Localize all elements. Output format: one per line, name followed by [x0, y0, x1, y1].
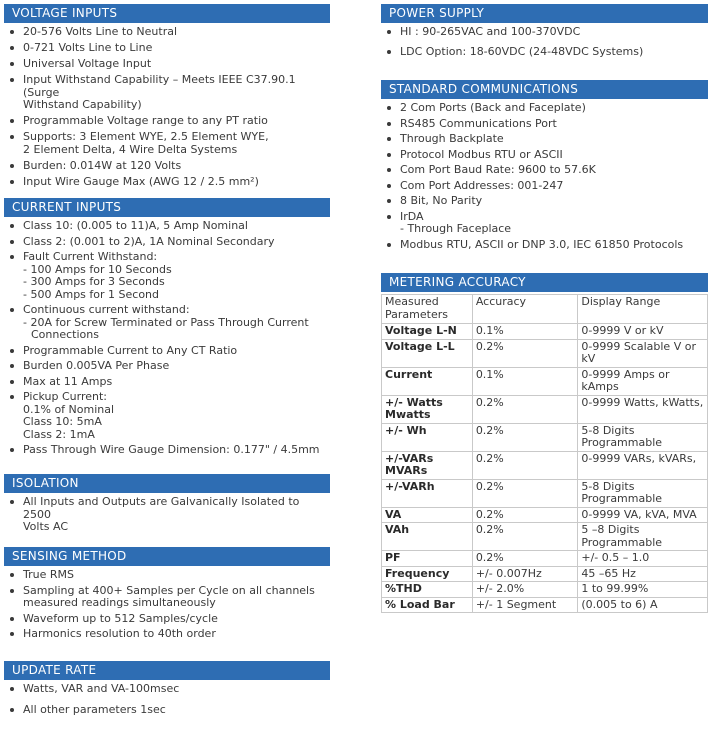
parameter-cell: +/-VARs MVARs [382, 451, 473, 479]
list-item [4, 236, 330, 249]
list-item [4, 220, 330, 233]
accuracy-cell: 0.2% [472, 395, 578, 423]
list-item [4, 613, 330, 626]
range-cell: 0-9999 V or kV [578, 324, 708, 340]
table-row [382, 507, 708, 523]
section-header: POWER SUPPLY [381, 4, 708, 23]
list-item [4, 251, 330, 301]
table-row [382, 551, 708, 567]
column-header: Accuracy [472, 295, 578, 324]
list-item [4, 131, 330, 156]
parameter-cell: VA [382, 507, 473, 523]
range-cell: 0-9999 Scalable V or kV [578, 339, 708, 367]
list-item-text: Through Backplate [400, 132, 504, 145]
table-header-row [382, 295, 708, 324]
list-item-text: HI : 90-265VAC and 100-370VDC [400, 25, 581, 38]
accuracy-cell: +/- 1 Segment [472, 597, 578, 613]
bullet-list [381, 102, 708, 251]
section-header: METERING ACCURACY [381, 273, 708, 292]
range-cell: 0-9999 Watts, kWatts, [578, 395, 708, 423]
list-item-text: 20-576 Volts Line to Neutral [23, 25, 178, 38]
table-row [382, 339, 708, 367]
table-row [382, 479, 708, 507]
list-item-subline: 0.1% of Nominal [23, 402, 115, 416]
list-item-text: LDC Option: 18-60VDC (24-48VDC Systems) [400, 44, 644, 58]
bullet-list [4, 496, 330, 534]
column-header: Measured Parameters [382, 295, 473, 324]
table-row [382, 423, 708, 451]
accuracy-cell: 0.2% [472, 479, 578, 507]
list-item-text: Com Port Baud Rate: 9600 to 57.6K [400, 163, 596, 176]
range-cell: 45 –65 Hz [578, 566, 708, 582]
list-item [4, 160, 330, 173]
accuracy-cell: 0.2% [472, 507, 578, 523]
list-item-text: Continuous current withstand: [23, 303, 190, 316]
accuracy-cell: 0.1% [472, 367, 578, 395]
list-item [4, 26, 330, 39]
list-item-text: Supports: 3 Element WYE, 2.5 Element WYE, [23, 130, 269, 143]
range-cell: 0-9999 VA, kVA, MVA [578, 507, 708, 523]
list-item-text: Programmable Voltage range to any PT ratio [23, 114, 268, 127]
list-item-text: IrDA [400, 209, 424, 223]
list-item-text: Burden 0.005VA Per Phase [23, 359, 170, 372]
standard-communications-section [381, 80, 708, 251]
list-item-text: Com Port Addresses: 001-247 [400, 178, 564, 192]
metering-accuracy-section [381, 273, 708, 613]
accuracy-cell: +/- 2.0% [472, 582, 578, 598]
accuracy-cell: 0.2% [472, 339, 578, 367]
parameter-cell: Voltage L-N [382, 324, 473, 340]
parameter-cell: % Load Bar [382, 597, 473, 613]
list-item [381, 46, 708, 59]
list-item [4, 496, 330, 534]
list-item [381, 195, 708, 208]
bullet-list [4, 683, 330, 716]
list-item-text: Modbus RTU, ASCII or DNP 3.0, IEC 61850 Protocols [400, 237, 684, 251]
voltage-inputs-section [4, 4, 330, 188]
list-item [4, 569, 330, 582]
list-item [4, 58, 330, 71]
table-row [382, 324, 708, 340]
list-item-subline: - 100 Amps for 10 Seconds [23, 262, 172, 276]
list-item [4, 704, 330, 717]
list-item [381, 211, 708, 236]
parameter-cell: Frequency [382, 566, 473, 582]
accuracy-cell: +/- 0.007Hz [472, 566, 578, 582]
list-item-subline: Withstand Capability) [23, 98, 142, 111]
parameter-cell: +/-VARh [382, 479, 473, 507]
list-item [4, 683, 330, 696]
sensing-method-section [4, 547, 330, 641]
list-item-subline: Class 10: 5mA [23, 415, 102, 428]
list-item-text: 2 Com Ports (Back and Faceplate) [400, 101, 586, 114]
table-row [382, 451, 708, 479]
parameter-cell: +/- Wh [382, 423, 473, 451]
list-item-text: Watts, VAR and VA-100msec [23, 682, 180, 695]
list-item-subline: Connections [31, 328, 99, 341]
list-item [381, 26, 708, 39]
section-header: UPDATE RATE [4, 661, 330, 680]
list-item-text: RS485 Communications Port [400, 116, 557, 130]
list-item-text: Class 2: (0.001 to 2)A, 1A Nominal Secondary [23, 234, 275, 248]
parameter-cell: %THD [382, 582, 473, 598]
list-item-text: All Inputs and Outputs are Galvanically Isolated to 2500 [23, 495, 300, 521]
list-item [4, 42, 330, 55]
parameter-cell: Current [382, 367, 473, 395]
range-cell: (0.005 to 6) A [578, 597, 708, 613]
list-item-text: 0-721 Volts Line to Line [23, 41, 153, 54]
list-item [4, 304, 330, 342]
list-item [381, 133, 708, 146]
accuracy-cell: 0.2% [472, 551, 578, 567]
list-item-subline: 2 Element Delta, 4 Wire Delta Systems [23, 142, 238, 156]
parameter-cell: +/- Watts Mwatts [382, 395, 473, 423]
section-header: ISOLATION [4, 474, 330, 493]
list-item [4, 345, 330, 358]
list-item-text: Fault Current Withstand: [23, 250, 158, 263]
parameter-cell: PF [382, 551, 473, 567]
list-item-text: All other parameters 1sec [23, 702, 166, 716]
list-item-text: Class 10: (0.005 to 11)A, 5 Amp Nominal [23, 219, 248, 232]
table-row [382, 367, 708, 395]
list-item [4, 444, 330, 457]
list-item [381, 164, 708, 177]
parameter-cell: VAh [382, 523, 473, 551]
accuracy-cell: 0.2% [472, 523, 578, 551]
list-item-text: Input Withstand Capability – Meets IEEE C37.90.1 (Surge [23, 73, 296, 99]
update-rate-section [4, 661, 330, 716]
list-item [381, 118, 708, 131]
table-row [382, 395, 708, 423]
list-item-subline: Volts AC [23, 520, 69, 533]
list-item-text: Pickup Current: [23, 390, 107, 403]
accuracy-table [381, 294, 708, 613]
list-item-subline: - Through Faceplace [400, 222, 512, 235]
list-item [4, 176, 330, 189]
list-item-text: Sampling at 400+ Samples per Cycle on all channels [23, 583, 315, 597]
range-cell: 1 to 99.99% [578, 582, 708, 598]
current-inputs-section [4, 198, 330, 457]
list-item [4, 376, 330, 389]
section-header: SENSING METHOD [4, 547, 330, 566]
bullet-list [4, 220, 330, 457]
list-item-subline: - 20A for Screw Terminated or Pass Through Current [23, 315, 309, 329]
table-row [382, 582, 708, 598]
table-row [382, 566, 708, 582]
list-item-text: Burden: 0.014W at 120 Volts [23, 158, 182, 172]
power-supply-section [381, 4, 708, 58]
list-item-text: Harmonics resolution to 40th order [23, 627, 216, 640]
section-header: VOLTAGE INPUTS [4, 4, 330, 23]
list-item-text: Protocol Modbus RTU or ASCII [400, 147, 563, 161]
range-cell: 5 –8 Digits Programmable [578, 523, 708, 551]
list-item-text: Waveform up to 512 Samples/cycle [23, 611, 218, 625]
isolation-section [4, 474, 330, 534]
list-item [4, 628, 330, 641]
list-item-text: Input Wire Gauge Max (AWG 12 / 2.5 mm²) [23, 174, 259, 188]
table-row [382, 523, 708, 551]
list-item-text: Max at 11 Amps [23, 374, 113, 388]
list-item-subline: - 300 Amps for 3 Seconds [23, 275, 165, 288]
list-item-text: Programmable Current to Any CT Ratio [23, 343, 238, 357]
bullet-list [4, 569, 330, 641]
accuracy-cell: 0.2% [472, 451, 578, 479]
list-item [4, 585, 330, 610]
list-item-text: True RMS [23, 568, 74, 581]
list-item-text: Universal Voltage Input [23, 57, 152, 70]
section-header: STANDARD COMMUNICATIONS [381, 80, 708, 99]
bullet-list [4, 26, 330, 188]
list-item [4, 74, 330, 112]
table-row [382, 597, 708, 613]
list-item [381, 102, 708, 115]
list-item-subline: Class 2: 1mA [23, 427, 95, 441]
accuracy-cell: 0.1% [472, 324, 578, 340]
parameter-cell: Voltage L-L [382, 339, 473, 367]
range-cell: 0-9999 VARs, kVARs, [578, 451, 708, 479]
list-item-subline: - 500 Amps for 1 Second [23, 287, 160, 301]
list-item [4, 115, 330, 128]
list-item [381, 180, 708, 193]
list-item-subline: measured readings simultaneously [23, 596, 216, 609]
list-item [381, 149, 708, 162]
accuracy-cell: 0.2% [472, 423, 578, 451]
column-header: Display Range [578, 295, 708, 324]
list-item [4, 391, 330, 441]
list-item-text: 8 Bit, No Parity [400, 194, 483, 207]
list-item [4, 360, 330, 373]
range-cell: 5-8 Digits Programmable [578, 423, 708, 451]
range-cell: +/- 0.5 – 1.0 [578, 551, 708, 567]
list-item [381, 239, 708, 252]
range-cell: 5-8 Digits Programmable [578, 479, 708, 507]
list-item-text: Pass Through Wire Gauge Dimension: 0.177" / 4.5mm [23, 443, 320, 456]
bullet-list [381, 26, 708, 58]
section-header: CURRENT INPUTS [4, 198, 330, 217]
range-cell: 0-9999 Amps or kAmps [578, 367, 708, 395]
